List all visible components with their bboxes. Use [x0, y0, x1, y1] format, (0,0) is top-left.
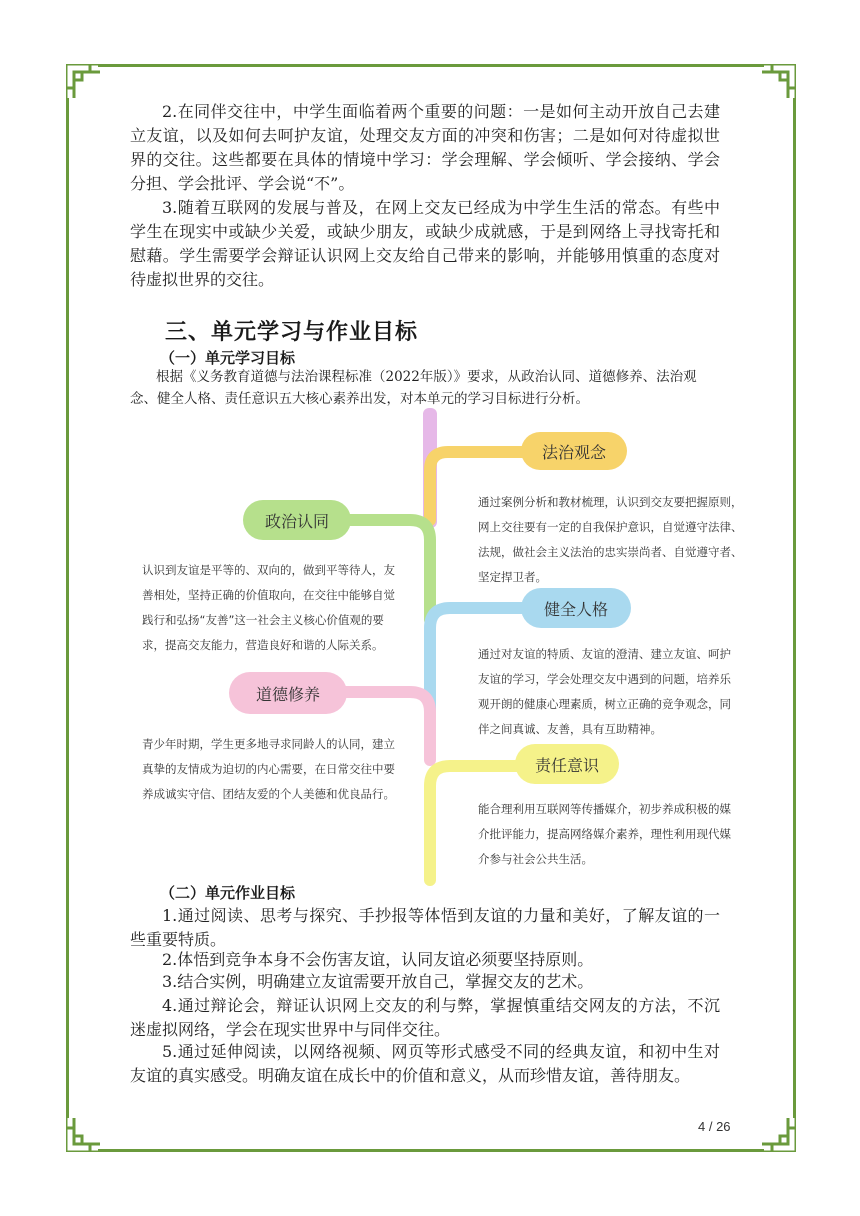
mindmap-node-label: 法治观念	[541, 442, 606, 462]
mindmap-node-label: 责任意识	[534, 755, 599, 775]
mindmap-text-zhengzhi: 认识到友谊是平等的、双向的，做到平等待人，友 善相处，坚持正确的价值取向，在交往中能够自觉 践行和弘扬“友善”这一社会主义核心价值观的要 求，提高交友能力，营造良好和谐的人际关系。	[142, 563, 395, 652]
homework-goals-title: （二）单元作业目标	[160, 884, 296, 902]
homework-goal-4: 4.通过辩论会，辩证认识网上交友的利与弊，掌握慎重结交网友的方法，不沉迷虚拟网络，学会在现实世界中与同伴交往。	[130, 996, 720, 1039]
mindmap-node-fazhi	[521, 432, 627, 470]
mindmap-node-label: 道德修养	[255, 684, 320, 704]
mindmap-node-daode	[229, 672, 347, 714]
mindmap-node-label: 政治认同	[264, 511, 329, 531]
mindmap-text-daode: 青少年时期，学生更多地寻求同龄人的认同，建立 真挚的友情成为迫切的内心需要，在日常交往中要 养成诚实守信、团结友爱的个人美德和优良品行。	[142, 737, 395, 801]
learning-goals-intro: 根据《义务教育道德与法治课程标准（2022年版）》要求，从政治认同、道德修养、法治观念、健全人格、责任意识五大核心素养出发，对本单元的学习目标进行分析。	[130, 369, 697, 407]
section-title: 三、单元学习与作业目标	[165, 320, 419, 345]
mindmap-node-zhengzhi	[243, 500, 351, 540]
mindmap-node-label: 健全人格	[543, 599, 608, 619]
mindmap-text-zeren: 能合理利用互联网等传播媒介，初步养成积极的媒 介批评能力，提高网络媒介素养，理性利用现代媒 介参与社会公共生活。	[478, 802, 731, 866]
mindmap-text-fazhi: 通过案例分析和教材梳理，认识到交友要把握原则， 网上交往要有一定的自我保护意识，自觉遵守法律、 法规，做社会主义法治的忠实崇尚者、自觉遵守者、 坚定捍卫者。	[478, 495, 743, 584]
learning-goals-title: （一）单元学习目标	[160, 349, 296, 367]
mindmap-node-zeren	[515, 744, 619, 784]
mindmap-text-jianquan: 通过对友谊的特质、友谊的澄清、建立友谊、呵护 友谊的学习，学会处理交友中遇到的问题，培养乐 观开朗的健康心理素质，树立正确的竞争观念，同 伴之间真诚、友善，具有互助精神。	[478, 647, 731, 736]
homework-goal-5: 5.通过延伸阅读，以网络视频、网页等形式感受不同的经典友谊，和初中生对友谊的真实感受。明确友谊在成长中的价值和意义，从而珍惜友谊，善待朋友。	[130, 1042, 720, 1085]
homework-goal-3: 3.结合实例，明确建立友谊需要开放自己，掌握交友的艺术。	[162, 972, 594, 991]
page-number: 4 / 26	[698, 1119, 731, 1134]
paragraph-3: 3.随着互联网的发展与普及，在网上交友已经成为中学生生活的常态。有些中学生在现实中或缺少关爱，或缺少朋友，或缺少成就感，于是到网络上寻找寄托和慰藉。学生需要学会辩证认识网上交友给自己带来的影响，并能够用慎重的态度对待虚拟世界的交往。	[130, 198, 720, 289]
homework-goal-2: 2.体悟到竞争本身不会伤害友谊，认同友谊必须要坚持原则。	[162, 950, 594, 969]
homework-goal-1: 1.通过阅读、思考与探究、手抄报等体悟到友谊的力量和美好，了解友谊的一些重要特质。	[130, 906, 720, 949]
paragraph-2: 2.在同伴交往中，中学生面临着两个重要的问题：一是如何主动开放自己去建立友谊，以及如何去呵护友谊，处理交友方面的冲突和伤害；二是如何对待虚拟世界的交往。这些都要在具体的情境中学习：学会理解、学会倾听、学会接纳、学会分担、学会批评、学会说“不”。	[130, 102, 720, 193]
mindmap-node-jianquan	[521, 588, 631, 628]
